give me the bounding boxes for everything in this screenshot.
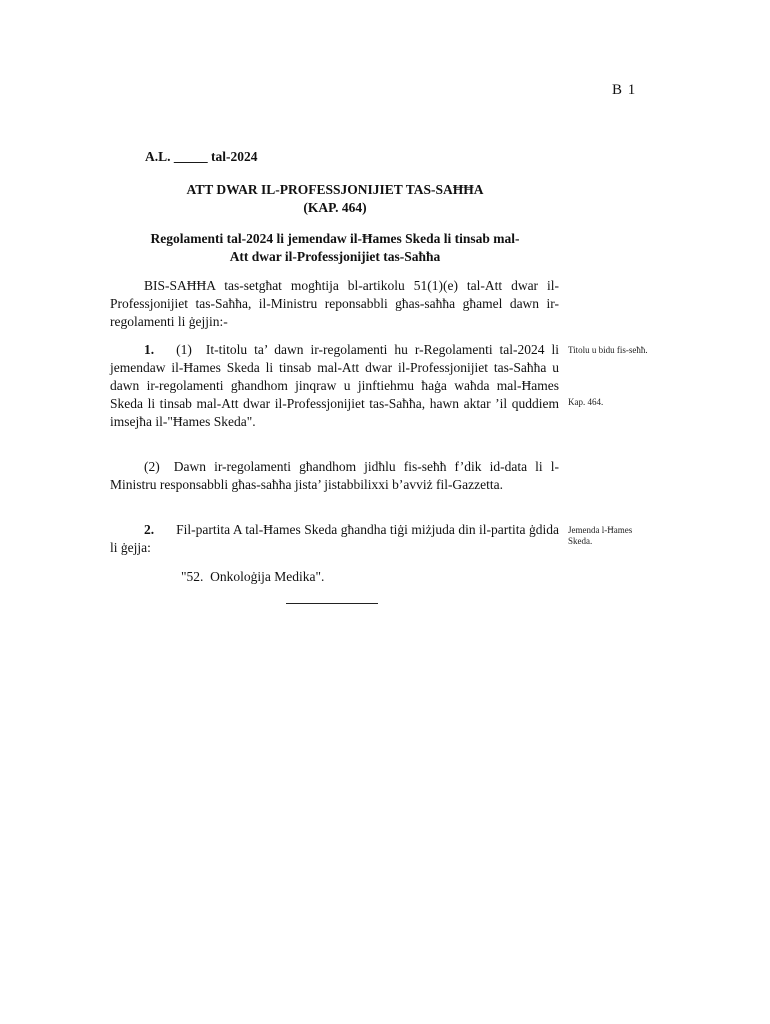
new-entry-quote: "52. Onkoloġija Medika".	[181, 569, 325, 584]
act-title	[110, 181, 560, 217]
regulation-1-number: 1.	[144, 342, 155, 357]
regulation-2-text: Fil-partita A tal-Ħames Skeda għandha tiġi miżjuda din il-partita ġdida li ġejja:	[110, 522, 559, 555]
regulation-2-paragraph	[110, 521, 559, 557]
regulation-title	[110, 230, 560, 266]
regulation-title-line-2: Att dwar il-Professjonijiet tas-Saħħa	[229, 249, 441, 264]
regulation-title-line-1: Regolamenti tal-2024 li jemendaw il-Ħames Skeda li tinsab mal-	[150, 231, 520, 246]
regulation-1-subsection-2	[110, 458, 559, 494]
act-title-line-2: (KAP. 464)	[303, 200, 367, 215]
subsection-1-label: (1)	[176, 342, 192, 357]
end-divider	[286, 603, 378, 604]
page-number: B 1	[612, 82, 637, 98]
margin-note-title: Titolu u bidu fis-seħħ.	[568, 345, 648, 355]
preamble-paragraph: BIS-SAĦĦA tas-setgħat mogħtija bl-artikolu 51(1)(e) tal-Att dwar il-Professjonijiet tas-Saħħa, il-Ministru reponsabbli għas-saħħa għamel dawn ir-regolamenti li ġejjin:-	[110, 278, 559, 329]
subsection-2-text: Dawn ir-regolamenti għandhom jidħlu fis-seħħ f’dik id-data li l-Ministru responsabbli għas-saħħa jista’ jistabbilixxi b’avviż fil-Gazzetta.	[110, 459, 559, 492]
act-title-line-1: ATT DWAR IL-PROFESSJONIJIET TAS-SAĦĦA	[186, 182, 484, 197]
regulation-1-subsection-1	[110, 341, 559, 431]
legal-notice-number: A.L. _____ tal-2024	[145, 149, 258, 164]
subsection-1-text: It-titolu ta’ dawn ir-regolamenti hu r-Regolamenti tal-2024 li jemendaw il-Ħames Skeda li tinsab mal-Att dwar il-Professjonijiet tas-Saħħa u dawn ir-regolamenti għandhom jinqraw u jinftiehmu ħaġa waħda mal-Ħames Skeda li tinsab mal-Att dwar il-Professjonijiet tas-Saħħa, hawn aktar ’il quddiem imsejħa il-"Ħames Skeda".	[110, 342, 559, 429]
subsection-2-label: (2)	[144, 459, 160, 474]
regulation-2-number: 2.	[144, 522, 155, 537]
margin-note-cap: Kap. 464.	[568, 397, 604, 407]
margin-note-amend: Jemenda l-Ħames Skeda.	[568, 525, 633, 546]
